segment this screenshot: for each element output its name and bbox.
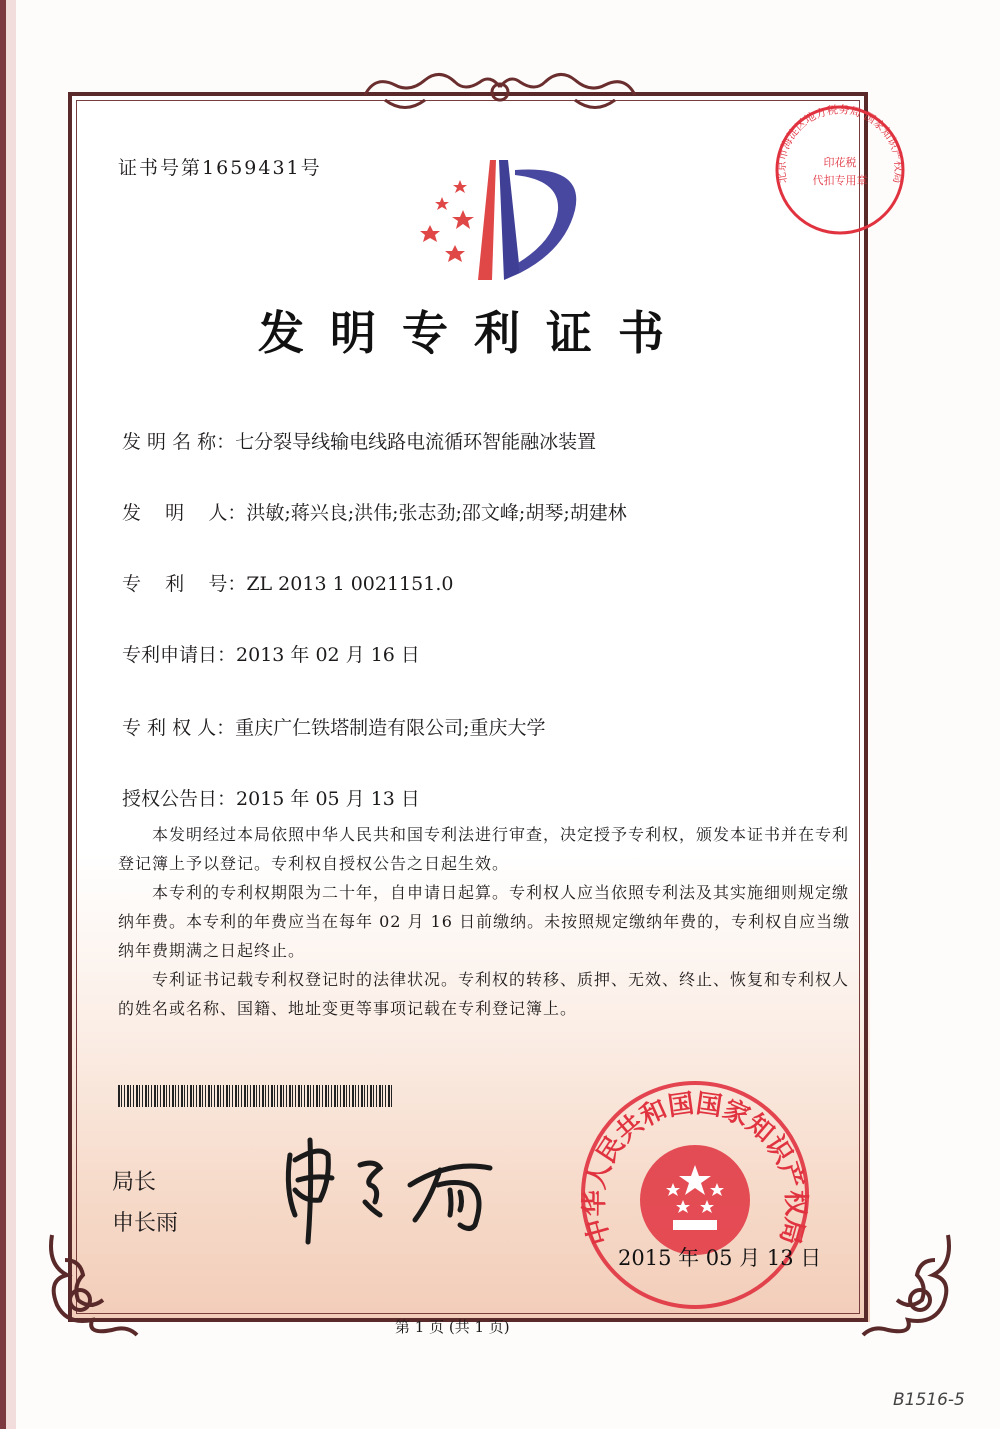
certificate-number [118, 153, 322, 180]
field-label: 专利申请日： [122, 644, 237, 666]
barcode [118, 1085, 392, 1107]
svg-text:北京市海淀区地方税务局 国家知识产权局: 北京市海淀区地方税务局 国家知识产权局 [774, 103, 906, 185]
field-grant-date [122, 784, 420, 811]
page-indicator: 第 1 页 (共 1 页) [395, 1318, 510, 1336]
director-signature-icon [280, 1130, 510, 1245]
seal-ring-text: 中华人民共和国国家知识产权局 [579, 1088, 811, 1248]
svg-text:代扣专用章: 代扣专用章 [812, 174, 868, 187]
patent-office-logo-icon [420, 155, 590, 290]
svg-text:印花税: 印花税 [823, 156, 857, 169]
top-ornament-icon [345, 60, 655, 120]
field-label: 专 利 权 人： [122, 717, 236, 739]
director-title: 局长 [112, 1170, 157, 1195]
certificate-number-value: 1659431 [202, 157, 301, 179]
field-label: 发 明 名 称： [122, 431, 236, 453]
field-label: 授权公告日： [122, 788, 237, 810]
certificate-number-suffix: 号 [300, 157, 322, 179]
field-value: 重庆广仁铁塔制造有限公司;重庆大学 [235, 717, 546, 739]
body-paragraph: 专利证书记载专利权登记时的法律状况。专利权的转移、质押、无效、终止、恢复和专利权人的姓名或名称、国籍、地址变更等事项记载在专利登记簿上。 [118, 970, 850, 1018]
body-paragraph: 本专利的专利权期限为二十年，自申请日起算。专利权人应当依照专利法及其实施细则规定缴纳年费。本专利的年费应当在每年 02 月 16 日前缴纳。未按照规定缴纳年费的，专利权自应当缴纳年费期满之日起终止。 [118, 883, 851, 960]
field-label: 专 利 号： [122, 573, 247, 595]
director-name: 申长雨 [112, 1211, 179, 1236]
field-value: 洪敏;蒋兴良;洪伟;张志劲;邵文峰;胡琴;胡建林 [246, 502, 627, 524]
field-invention-name [122, 427, 596, 454]
certificate-number-prefix: 证书号第 [118, 157, 203, 179]
stamp-tax-seal-icon [770, 100, 910, 240]
field-value: 七分裂导线输电线路电流循环智能融冰装置 [235, 431, 597, 453]
bottom-left-ornament-icon [40, 1230, 150, 1340]
field-patentee [122, 713, 546, 740]
field-value: ZL 2013 1 0021151.0 [246, 573, 454, 595]
certificate-body [118, 820, 858, 1023]
field-value: 2015 年 05 月 13 日 [236, 788, 420, 810]
seal-date: 2015 年 05 月 13 日 [618, 1246, 822, 1270]
cnipa-seal-icon [575, 1075, 815, 1315]
body-paragraph: 本发明经过本局依照中华人民共和国专利法进行审查，决定授予专利权，颁发本证书并在专利登记簿上予以登记。专利权自授权公告之日起生效。 [118, 825, 850, 873]
field-value: 2013 年 02 月 16 日 [236, 644, 420, 666]
field-application-date [122, 640, 420, 667]
field-inventors [122, 498, 627, 525]
field-patent-number [122, 569, 453, 596]
field-label: 发 明 人： [122, 502, 247, 524]
binding-spine-edge [6, 0, 16, 1429]
bottom-right-ornament-icon [850, 1230, 960, 1340]
certificate-title: 发明专利证书 [258, 306, 690, 360]
handwritten-note: B1516-5 [893, 1390, 965, 1410]
